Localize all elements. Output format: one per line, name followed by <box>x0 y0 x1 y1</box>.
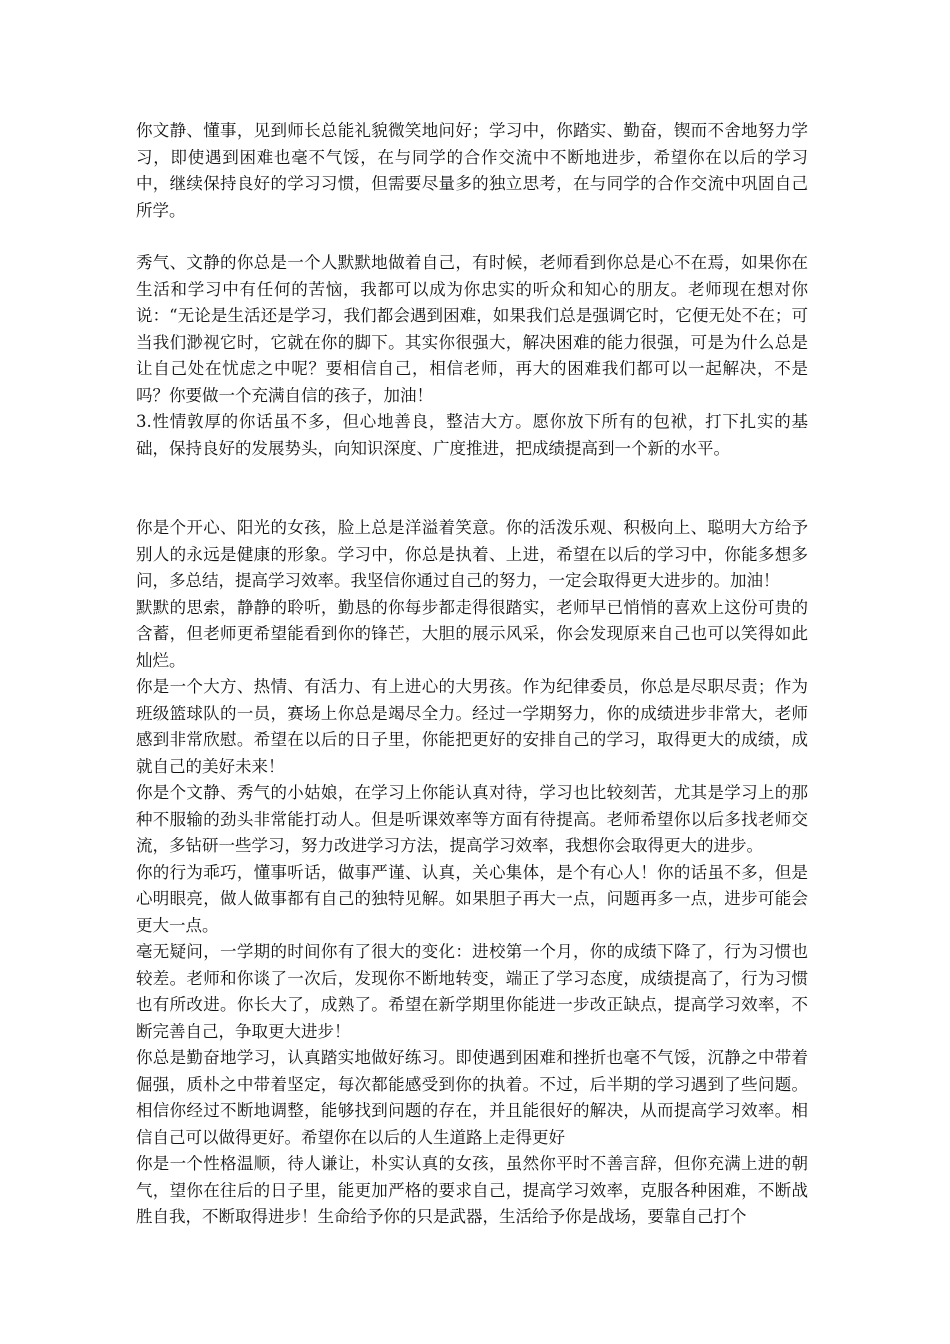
paragraph-spacer <box>136 462 808 515</box>
paragraph-7: 你是个文静、秀气的小姑娘，在学习上你能认真对待，学习也比较刻苦，尤其是学习上的那种不服输的劲头非常能打动人。但是听课效率等方面有待提高。老师希望你以后多找老师交流，多钻研一些学习，努力改进学习方法，提高学习效率，我想你会取得更大的进步。 <box>136 783 808 855</box>
paragraph-4: 你是个开心、阳光的女孩，脸上总是洋溢着笑意。你的活泼乐观、积极向上、聪明大方给予别人的永远是健康的形象。学习中，你总是执着、上进，希望在以后的学习中，你能多想多问，多总结，提高学习效率。我坚信你通过自己的努力，一定会取得更大进步的。加油！ <box>136 518 808 590</box>
paragraph-10: 你总是勤奋地学习，认真踏实地做好练习。即使遇到困难和挫折也毫不气馁，沉静之中带着倔强，质朴之中带着坚定，每次都能感受到你的执着。不过，后半期的学习遇到了些问题。相信你经过不断地调整，能够找到问题的存在，并且能很好的解决，从而提高学习效率。相信自己可以做得更好。希望你在以后的人生道路上走得更好 <box>136 1048 808 1147</box>
paragraph-6: 你是一个大方、热情、有活力、有上进心的大男孩。作为纪律委员，你总是尽职尽责；作为班级篮球队的一员，赛场上你总是竭尽全力。经过一学期努力，你的成绩进步非常大，老师感到非常欣慰。希望在以后的日子里，你能把更好的安排自己的学习，取得更大的成绩，成就自己的美好未来！ <box>136 677 808 776</box>
paragraph-2: 秀气、文静的你总是一个人默默地做着自己，有时候，老师看到你总是心不在焉，如果你在生活和学习中有任何的苦恼，我都可以成为你忠实的听众和知心的朋友。老师现在想对你说：“无论是生活还是学习，我们都会遇到困难，如果我们总是强调它时，它便无处不在；可当我们渺视它时，它就在你的脚下。其实你很强大，解决困难的能力很强，可是为什么总是让自己处在忧虑之中呢？要相信自己，相信老师，再大的困难我们都可以一起解决，不是吗？你要做一个充满自信的孩子，加油！ <box>136 253 808 405</box>
paragraph-1: 你文静、懂事，见到师长总能礼貌微笑地问好；学习中，你踏实、勤奋，锲而不舍地努力学习，即使遇到困难也毫不气馁，在与同学的合作交流中不断地进步，希望你在以后的学习中，继续保持良好的学习习惯，但需要尽量多的独立思考，在与同学的合作交流中巩固自己所学。 <box>136 121 808 220</box>
paragraph-9: 毫无疑问，一学期的时间你有了很大的变化：进校第一个月，你的成绩下降了，行为习惯也较差。老师和你谈了一次后，发现你不断地转变，端正了学习态度，成绩提高了，行为习惯也有所改进。你长大了，成熟了。希望在新学期里你能进一步改正缺点，提高学习效率，不断完善自己，争取更大进步！ <box>136 942 808 1041</box>
document-body <box>136 118 808 1231</box>
paragraph-3: 3.性情敦厚的你话虽不多，但心地善良，整洁大方。愿你放下所有的包袱，打下扎实的基础，保持良好的发展势头，向知识深度、广度推进，把成绩提高到一个新的水平。 <box>136 412 808 458</box>
paragraph-11: 你是一个性格温顺，待人谦让，朴实认真的女孩，虽然你平时不善言辞，但你充满上进的朝气，望你在往后的日子里，能更加严格的要求自己，提高学习效率，克服各种困难，不断战胜自我，不断取得进步！生命给予你的只是武器，生活给予你是战场，要靠自己打个 <box>136 1154 808 1226</box>
paragraph-spacer <box>136 224 808 250</box>
paragraph-5: 默默的思索，静静的聆听，勤恳的你每步都走得很踏实，老师早已悄悄的喜欢上这份可贵的含蓄，但老师更希望能看到你的锋芒，大胆的展示风采，你会发现原来自己也可以笑得如此灿烂。 <box>136 597 808 670</box>
paragraph-8: 你的行为乖巧，懂事听话，做事严谨、认真，关心集体，是个有心人！你的话虽不多，但是心明眼亮，做人做事都有自己的独特见解。如果胆子再大一点，问题再多一点，进步可能会更大一点。 <box>136 862 808 935</box>
